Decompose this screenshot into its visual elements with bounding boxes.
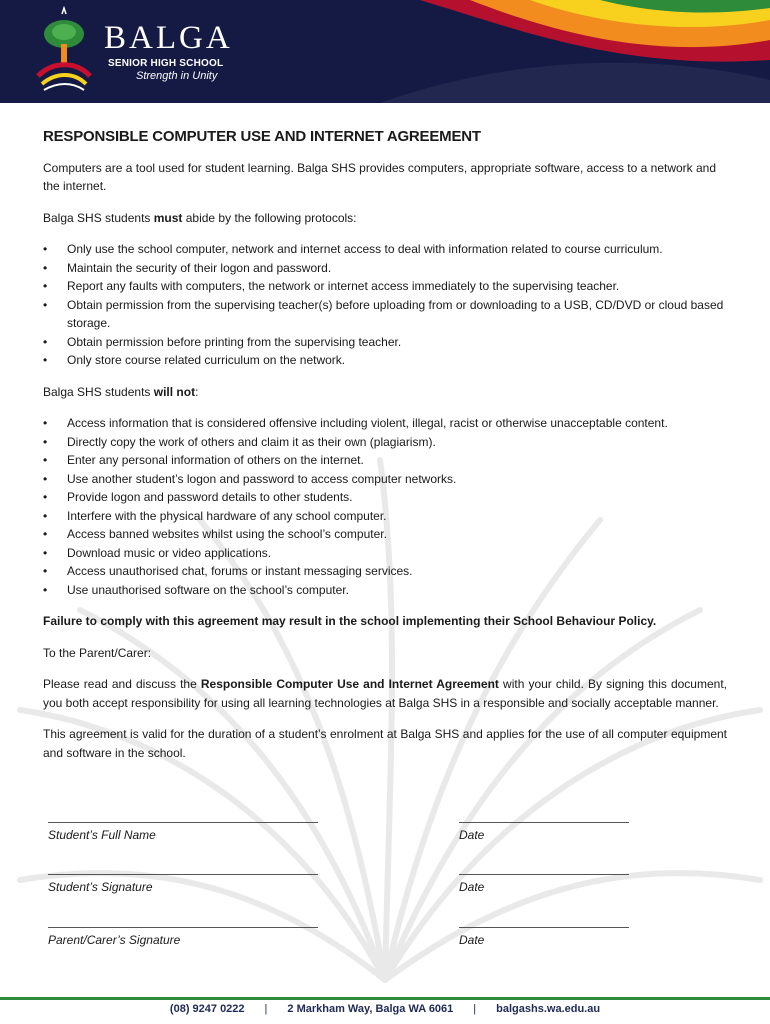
full-name-label: Student’s Full Name (48, 828, 156, 842)
date-line[interactable] (459, 822, 629, 823)
date-label: Date (459, 880, 485, 894)
date-line[interactable] (459, 927, 629, 928)
full-name-line[interactable] (48, 822, 318, 823)
list-item: • Interfere with the physical hardware of any school computer. (43, 507, 727, 526)
agreement-document (43, 128, 727, 775)
list-item: • Directly copy the work of others and claim it as their own (plagiarism). (43, 433, 727, 452)
footer-divider (0, 997, 770, 1000)
parent-salutation: To the Parent/Carer: (43, 645, 152, 660)
school-brand (104, 20, 233, 82)
will-not-list (43, 414, 727, 599)
footer-address: 2 Markham Way, Balga WA 6061 (287, 1003, 454, 1015)
date-line[interactable] (459, 874, 629, 875)
footer-separator: | (473, 1003, 477, 1015)
school-header (0, 0, 770, 103)
footer-website[interactable]: balgashs.wa.edu.au (496, 1003, 601, 1015)
date-label: Date (459, 828, 485, 842)
list-item: • Use unauthorised software on the school’s computer. (43, 581, 727, 600)
must-protocol-list (43, 240, 727, 370)
contact-footer (0, 1003, 770, 1015)
failure-notice: Failure to comply with this agreement may result in the school implementing their School Behaviour Policy. (43, 614, 657, 628)
list-item: • Access information that is considered offensive including violent, illegal, racist or otherwise unacceptable content. (43, 414, 727, 433)
intro-paragraph: Computers are a tool used for student learning. Balga SHS provides computers, appropriate software, access to a network and the internet. (43, 160, 717, 193)
list-item: • Report any faults with computers, the network or internet access immediately to the supervising teacher. (43, 277, 727, 296)
school-subtitle: SENIOR HIGH SCHOOL (108, 58, 224, 69)
will-not-heading: Balga SHS students will not: (43, 384, 199, 399)
list-item: • Only store course related curriculum on the network. (43, 351, 727, 370)
list-item: • Provide logon and password details to other students. (43, 488, 727, 507)
date-label: Date (459, 933, 485, 947)
parent-signature-label: Parent/Carer’s Signature (48, 933, 181, 947)
list-item: • Access banned websites whilst using the school’s computer. (43, 525, 727, 544)
footer-separator: | (264, 1003, 268, 1015)
parent-paragraph: Please read and discuss the Responsible Computer Use and Internet Agreement with your child. By signing this document, you both accept responsibility for using all learning technologies at Balga SHS in a responsible and socially acceptable manner. (43, 677, 727, 710)
student-signature-line[interactable] (48, 874, 318, 875)
list-item: • Obtain permission from the supervising teacher(s) before uploading from or downloading to a USB, CD/DVD or cloud based storage. (43, 296, 727, 333)
school-tagline: Strength in Unity (136, 70, 218, 82)
student-signature-label: Student’s Signature (48, 880, 153, 894)
school-name: BALGA (104, 20, 233, 56)
list-item: • Enter any personal information of others on the internet. (43, 451, 727, 470)
must-heading: Balga SHS students must abide by the following protocols: (43, 210, 357, 225)
list-item: • Obtain permission before printing from the supervising teacher. (43, 333, 727, 352)
document-title: RESPONSIBLE COMPUTER USE AND INTERNET AGREEMENT (43, 128, 481, 145)
footer-phone: (08) 9247 0222 (169, 1003, 245, 1015)
school-logo-icon (28, 6, 108, 101)
list-item: • Use another student’s logon and password to access computer networks. (43, 470, 727, 489)
parent-signature-line[interactable] (48, 927, 318, 928)
list-item: • Maintain the security of their logon and password. (43, 259, 727, 278)
validity-paragraph: This agreement is valid for the duration of a student’s enrolment at Balga SHS and applies for the use of all computer equipment and software in the school. (43, 727, 727, 760)
list-item: • Download music or video applications. (43, 544, 727, 563)
list-item: • Only use the school computer, network and internet access to deal with information related to course curriculum. (43, 240, 727, 259)
list-item: • Access unauthorised chat, forums or instant messaging services. (43, 562, 727, 581)
